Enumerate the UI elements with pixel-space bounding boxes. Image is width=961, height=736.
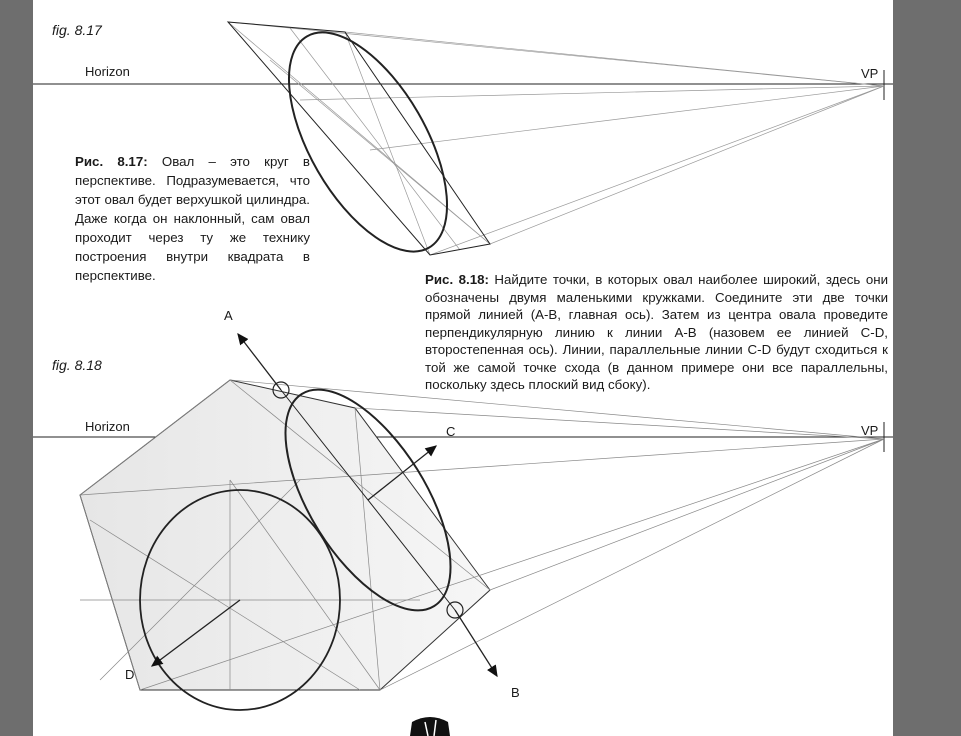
point-d-label: D xyxy=(125,667,135,682)
point-a-label: A xyxy=(224,308,233,323)
figure-label: fig. 8.17 xyxy=(52,22,102,38)
vp-label: VP xyxy=(861,423,879,438)
vp-label: VP xyxy=(861,66,879,81)
caption-text: Овал – это круг в перспективе. Подразумевается, что этот овал будет верхушкой цилиндра. Даже когда он наклонный, сам овал проходит через ту же технику построения внутри квадрата в перспективе. xyxy=(75,154,310,283)
caption-8-17 xyxy=(75,152,310,285)
point-b-label: B xyxy=(511,685,520,700)
horizon-label: Horizon xyxy=(85,419,130,434)
axis-b xyxy=(455,610,497,676)
page-ornament-icon xyxy=(410,717,450,736)
figure-label: fig. 8.18 xyxy=(52,357,102,373)
caption-title: Рис. 8.18: xyxy=(425,272,489,287)
caption-title: Рис. 8.17: xyxy=(75,154,148,169)
point-c-label: C xyxy=(446,424,456,439)
caption-text: Найдите точки, в которых овал наиболее широкий, здесь они обозначены двумя маленькими кружками. Соедините эти две точки прямой линией (A-B, главная ось). Затем из центра овала проведите перпендикулярную линию к линии A-B (назовем ее линией C-D, второстепенная ось). Линии, параллельные линии C-D будут сходиться к той же самой точке схода (в данном примере они все параллельны, поскольку здесь плоский вид сбоку). xyxy=(425,272,888,392)
horizon-label: Horizon xyxy=(85,64,130,79)
caption-8-18 xyxy=(425,271,888,394)
